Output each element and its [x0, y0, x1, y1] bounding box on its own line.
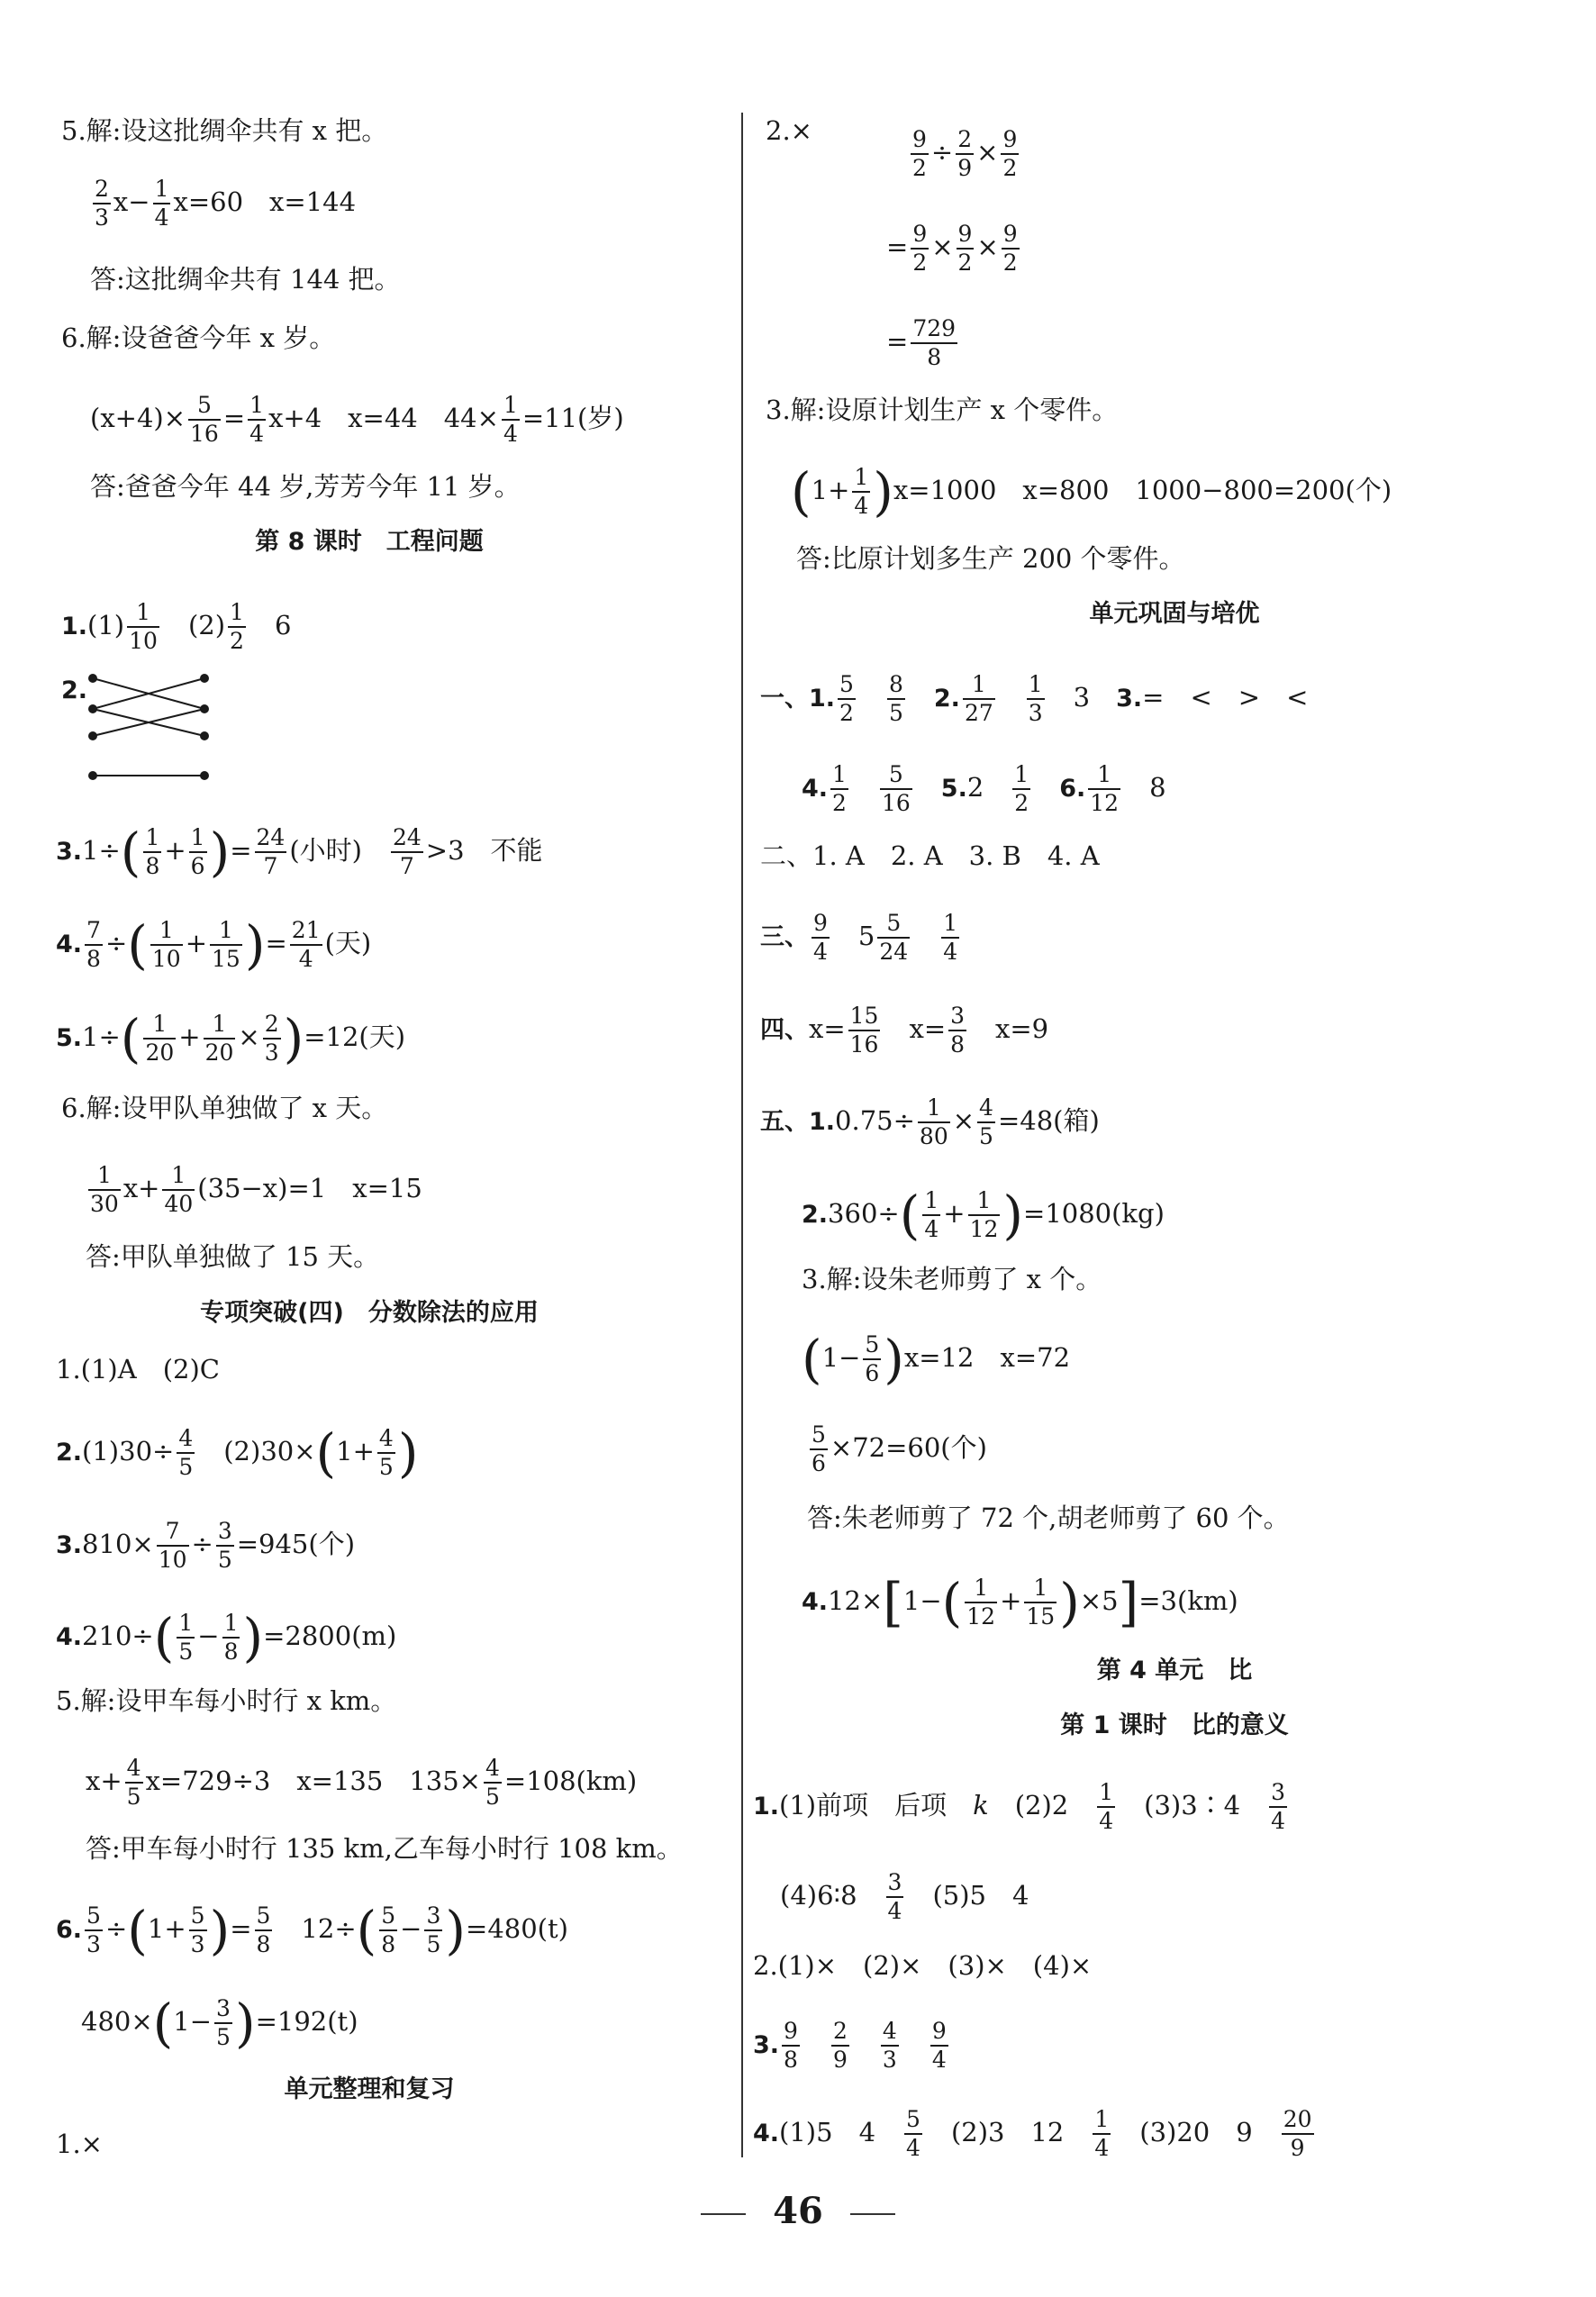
rv-q2-label: 2.× — [766, 115, 812, 146]
u4-q2: 2.(1)× (2)× (3)× (4)× — [753, 1950, 1093, 1981]
sp-q6-line1: 6. $\frac{5}{3}$ ÷(1+ $\frac{5}{3}$ )= $\frac{5}{8}$ 12÷( $\frac{5}{8}$ − $\frac{3}{5}$ )=480(t) — [56, 1900, 568, 1961]
sec3: 三、 $\frac{9}{4}$ 5 $\frac{5}{24}$ $\frac{1}{4}$ — [760, 910, 958, 965]
rv-q2-step3: = $\frac{729}{8}$ — [886, 315, 957, 370]
sec5-q3-eq2: $\frac{5}{6}$ ×72=60(个) — [812, 1421, 987, 1476]
consolidate-heading: 单元巩固与培优 — [1089, 600, 1260, 628]
rv-q2-step1: $\frac{9}{2}$ ÷ $\frac{2}{9}$ × $\frac{9}{2}$ — [912, 126, 1018, 181]
sp-q5-equation: x+ $\frac{4}{5}$ x=729÷3 x=135 135× $\frac{4}{5}$ =108(km) — [86, 1755, 638, 1810]
sec2: 二、1. A 2. A 3. B 4. A — [760, 840, 1100, 871]
q6-title: 6.解:设爸爸今年 x 岁。 — [61, 322, 336, 353]
sp-q5-answer: 答:甲车每小时行 135 km,乙车每小时行 108 km。 — [86, 1833, 683, 1864]
l8-q3: 3.1÷( $\frac{1}{8}$ + $\frac{1}{6}$ )= $\frac{24}{7}$ (小时) $\frac{24}{7}$ >3 不能 — [56, 822, 543, 883]
q5-equation: $\frac{2}{3}$ x− $\frac{1}{4}$ x=60 x=144 — [95, 176, 357, 231]
sec5-q1: 五、1.0.75÷ $\frac{1}{80}$ × $\frac{4}{5}$ =48(箱) — [760, 1094, 1100, 1149]
l8-q4: 4. $\frac{7}{8}$ ÷( $\frac{1}{10}$ + $\frac{1}{15}$ )= $\frac{21}{4}$ (天) — [56, 914, 372, 976]
l8-q1: 1.(1) $\frac{1}{10}$ (2) $\frac{1}{2}$ 6 — [61, 599, 292, 654]
rv-q1: 1.× — [56, 2129, 103, 2159]
sp-q6-line2: 480×(1− $\frac{3}{5}$ )=192(t) — [81, 1993, 358, 2054]
u4-q1-line1: 1.(1)前项 后项 k (2)2 $\frac{1}{4}$ (3)3∶4 $\frac{3}{4}$ — [753, 1779, 1286, 1834]
unit4-heading: 第 4 单元 比 — [1096, 1657, 1253, 1684]
sec5-q3-answer: 答:朱老师剪了 72 个,胡老师剪了 60 个。 — [807, 1503, 1290, 1533]
u4-q1-line2: (4)6∶8 $\frac{3}{4}$ (5)5 4 — [780, 1869, 1029, 1924]
page-number: 46 — [773, 2190, 823, 2232]
l8-q6-equation: $\frac{1}{30}$ x+ $\frac{1}{40}$ (35−x)=1 x=15 — [90, 1162, 422, 1217]
sec5-q3-title: 3.解:设朱老师剪了 x 个。 — [802, 1264, 1102, 1294]
q5-answer: 答:这批绸伞共有 144 把。 — [90, 264, 401, 295]
sp-q5-title: 5.解:设甲车每小时行 x km。 — [56, 1685, 397, 1716]
u4-q3: 3. $\frac{9}{8}$ $\frac{2}{9}$ $\frac{4}{3}$ $\frac{9}{4}$ — [753, 2018, 947, 2073]
sec5-q2: 2.360÷( $\frac{1}{4}$ + $\frac{1}{12}$ )=1080(kg) — [802, 1185, 1165, 1246]
sec4: 四、x= $\frac{15}{16}$ x= $\frac{3}{8}$ x=9 — [760, 1003, 1049, 1058]
sp-q4: 4.210÷( $\frac{1}{5}$ − $\frac{1}{8}$ )=2800(m) — [56, 1607, 397, 1668]
q6-answer: 答:爸爸今年 44 岁,芳芳今年 11 岁。 — [90, 471, 521, 502]
matching-diagram — [86, 671, 221, 788]
l8-q6-title: 6.解:设甲队单独做了 x 天。 — [61, 1093, 388, 1123]
l8-q5: 5.1÷( $\frac{1}{20}$ + $\frac{1}{20}$ × $\frac{2}{3}$ )=12(天) — [56, 1008, 406, 1069]
sp-q1: 1.(1)A (2)C — [56, 1354, 220, 1385]
u4-q4: 4.(1)5 4 $\frac{5}{4}$ (2)3 12 $\frac{1}{4}$ (3)20 9 $\frac{20}{9}$ — [753, 2106, 1312, 2161]
review-heading: 单元整理和复习 — [284, 2075, 455, 2103]
rv-q3-answer: 答:比原计划多生产 200 个零件。 — [796, 543, 1185, 574]
q6-equation: (x+4)× $\frac{5}{16}$ = $\frac{1}{4}$ x+4 x=44 44× $\frac{1}{4}$ =11(岁) — [90, 392, 624, 447]
sec1-line2: 4. $\frac{1}{2}$ $\frac{5}{16}$ 5.2 $\frac{1}{2}$ 6. $\frac{1}{12}$ 8 — [802, 761, 1166, 816]
footer-dash-left — [701, 2213, 746, 2215]
special-heading: 专项突破(四) 分数除法的应用 — [200, 1299, 539, 1327]
page-number-footer — [0, 2184, 1596, 2238]
lesson1-heading: 第 1 课时 比的意义 — [1060, 1711, 1289, 1739]
rv-q2-step2: = $\frac{9}{2}$ × $\frac{9}{2}$ × $\frac{9}{2}$ — [886, 221, 1018, 276]
l8-q2-label: 2. — [61, 676, 88, 704]
rv-q3-equation: (1+ $\frac{1}{4}$ )x=1000 x=800 1000−800=200(个) — [791, 461, 1392, 522]
sec5-q4: 4.12×[1−( $\frac{1}{12}$ + $\frac{1}{15}$ )×5]=3(km) — [802, 1572, 1238, 1633]
l8-q6-answer: 答:甲队单独做了 15 天。 — [86, 1241, 380, 1272]
column-divider — [741, 113, 743, 2157]
sp-q3: 3.810× $\frac{7}{10}$ ÷ $\frac{3}{5}$ =945(个) — [56, 1518, 356, 1573]
sec1-line1: 一、1. $\frac{5}{2}$ $\frac{8}{5}$ 2. $\frac{1}{27}$ $\frac{1}{3}$ 3 3.= < > < — [760, 671, 1309, 726]
sec5-q3-eq1: (1− $\frac{5}{6}$ )x=12 x=72 — [802, 1329, 1071, 1390]
q5-title: 5.解:设这批绸伞共有 x 把。 — [61, 115, 388, 146]
sp-q2: 2.(1)30÷ $\frac{4}{5}$ (2)30×(1+ $\frac{4}{5}$ ) — [56, 1422, 419, 1484]
footer-dash-right — [850, 2213, 895, 2215]
lesson8-heading: 第 8 课时 工程问题 — [255, 528, 484, 556]
rv-q3-title: 3.解:设原计划生产 x 个零件。 — [766, 395, 1119, 425]
